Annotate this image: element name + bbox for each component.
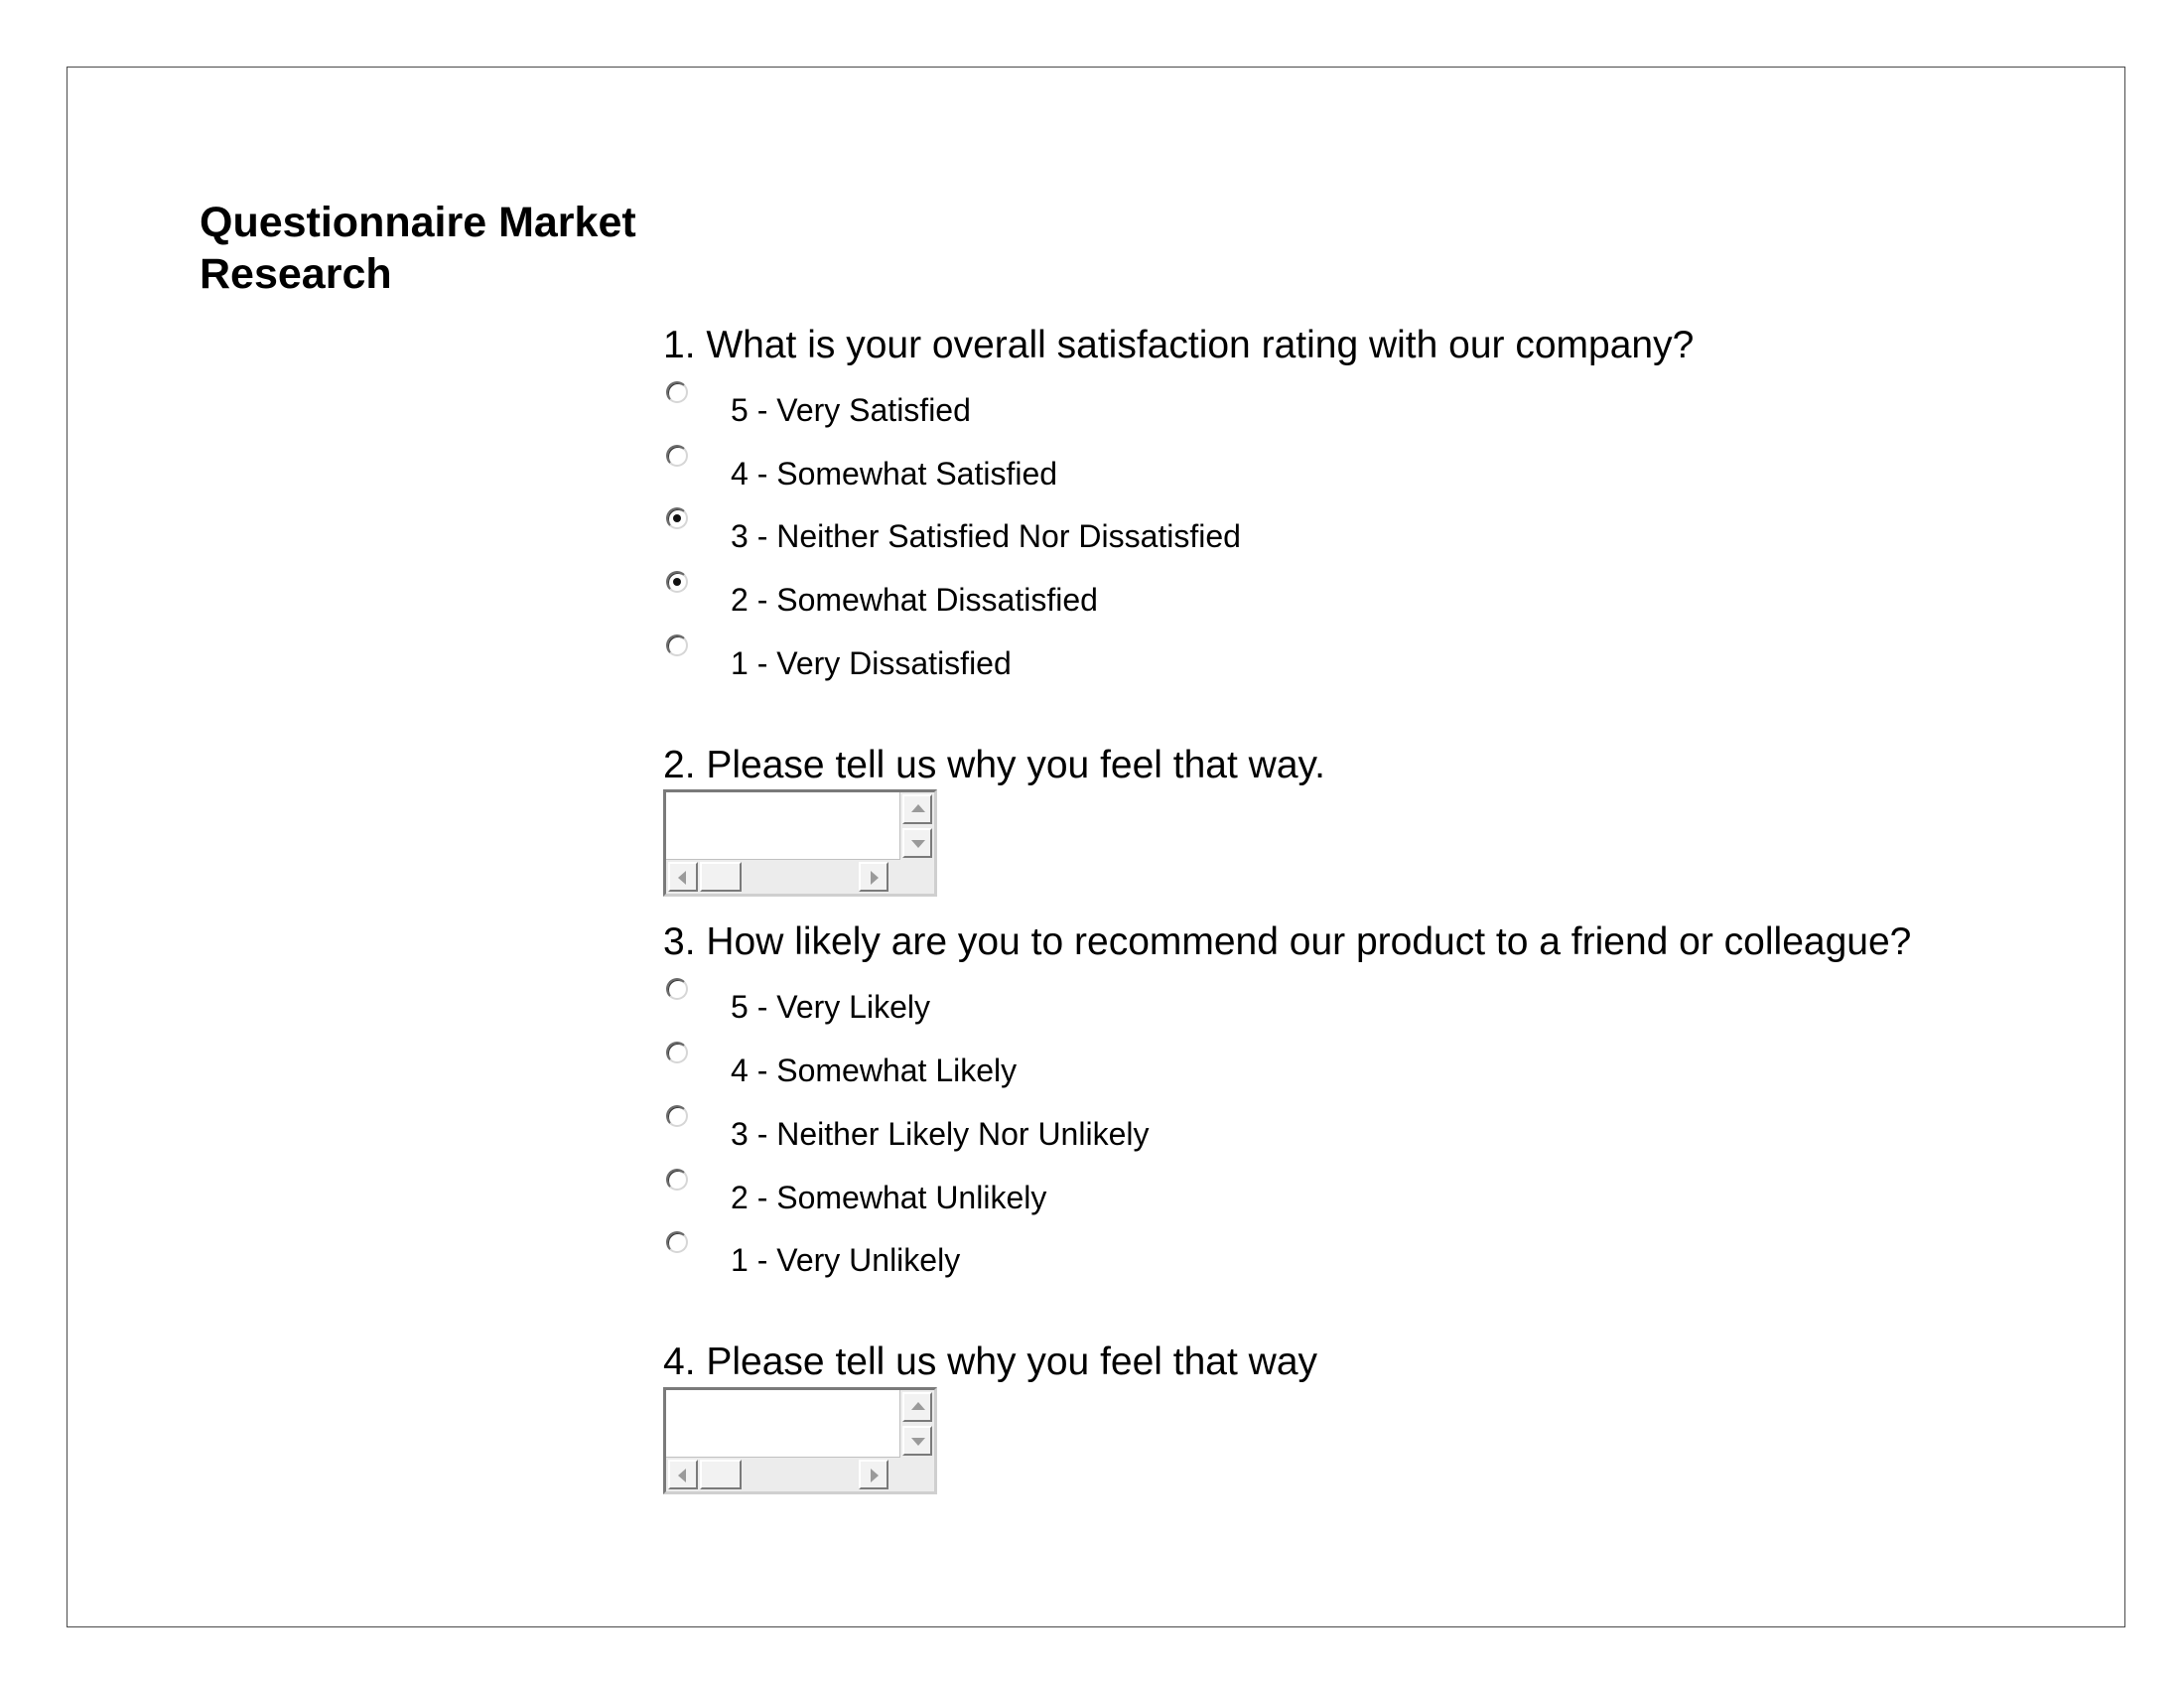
q4-textarea[interactable] [663,1387,937,1494]
q2-scroll-up-button[interactable] [902,794,932,824]
arrow-right-icon [871,871,879,885]
q3-radio-1[interactable] [666,1231,688,1253]
q1-radio-1[interactable] [666,634,688,656]
q3-option-4-label: 4 - Somewhat Likely [731,1053,1018,1088]
q4-horizontal-scrollbar[interactable] [666,1457,900,1491]
q1-option-4-label: 4 - Somewhat Satisfied [731,456,1058,492]
q2-textarea[interactable] [663,789,937,897]
q3-option-2-label: 2 - Somewhat Unlikely [731,1180,1047,1215]
q3-option-5[interactable] [663,978,1656,1028]
q1-option-5[interactable] [663,381,1656,431]
q1-option-5-label: 5 - Very Satisfied [731,392,971,428]
q1-radio-5[interactable] [666,381,688,403]
q3-radio-4[interactable] [666,1042,688,1063]
q3-option-4[interactable] [663,1042,1656,1091]
q1-option-4[interactable] [663,445,1656,494]
arrow-up-icon [911,1402,925,1410]
question-4-text: 4. Please tell us why you feel that way [663,1340,1318,1383]
page-border [67,67,2125,1627]
q1-option-2-label: 2 - Somewhat Dissatisfied [731,582,1098,618]
q1-radio-3[interactable] [666,507,688,529]
q4-resize-corner [900,1458,934,1491]
q1-option-2[interactable] [663,571,1656,621]
q3-option-1-label: 1 - Very Unlikely [731,1242,961,1278]
q3-radio-3[interactable] [666,1105,688,1127]
arrow-left-icon [678,1469,686,1482]
q2-scroll-right-button[interactable] [859,862,888,892]
q4-scroll-right-button[interactable] [859,1460,888,1489]
q4-scroll-left-button[interactable] [668,1460,698,1489]
q4-scroll-up-button[interactable] [902,1392,932,1422]
q1-option-3[interactable] [663,507,1656,557]
q4-scroll-down-button[interactable] [902,1426,932,1456]
arrow-right-icon [871,1469,879,1482]
q3-option-3-label: 3 - Neither Likely Nor Unlikely [731,1116,1150,1152]
q1-option-1-label: 1 - Very Dissatisfied [731,645,1012,681]
arrow-down-icon [911,1438,925,1446]
q2-scroll-left-button[interactable] [668,862,698,892]
q3-option-1[interactable] [663,1231,1656,1281]
q3-option-5-label: 5 - Very Likely [731,989,930,1025]
q1-option-1[interactable] [663,634,1656,684]
arrow-down-icon [911,840,925,848]
q4-vertical-scrollbar[interactable] [899,1390,934,1460]
q3-radio-2[interactable] [666,1169,688,1191]
q1-radio-2[interactable] [666,571,688,593]
q1-radio-4[interactable] [666,445,688,467]
q2-horizontal-scrollbar[interactable] [666,859,900,894]
q2-scroll-down-button[interactable] [902,828,932,858]
question-1-text: 1. What is your overall satisfaction rating with our company? [663,324,1695,366]
arrow-left-icon [678,871,686,885]
question-2-text: 2. Please tell us why you feel that way. [663,744,1325,786]
q3-option-2[interactable] [663,1169,1656,1218]
arrow-up-icon [911,804,925,812]
q1-option-3-label: 3 - Neither Satisfied Nor Dissatisfied [731,518,1241,554]
q3-option-3[interactable] [663,1105,1656,1155]
page-title: Questionnaire Market Research [200,199,636,298]
question-3-text: 3. How likely are you to recommend our product to a friend or colleague? [663,920,1912,963]
q4-scroll-thumb[interactable] [700,1460,742,1489]
q2-vertical-scrollbar[interactable] [899,792,934,862]
q3-radio-5[interactable] [666,978,688,1000]
q2-scroll-thumb[interactable] [700,862,742,892]
q2-resize-corner [900,860,934,894]
